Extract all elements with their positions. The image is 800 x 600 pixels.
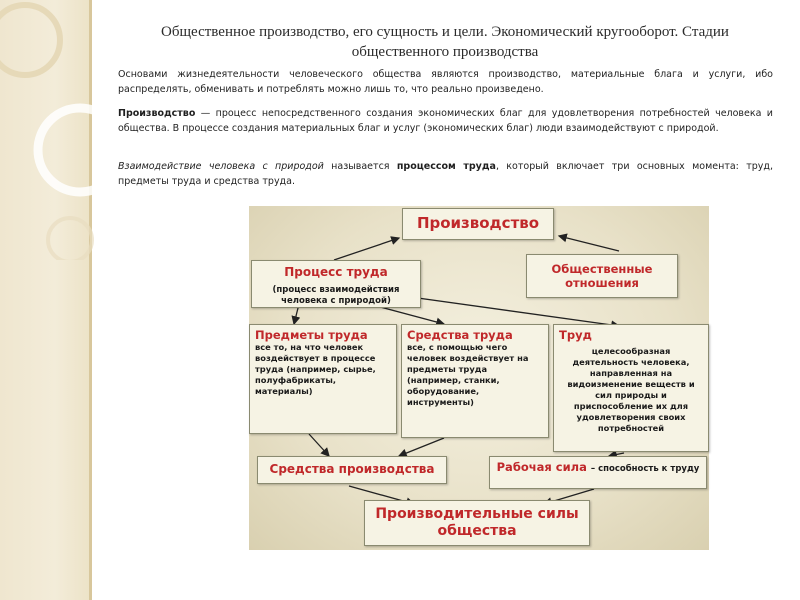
production-term: Производство — [118, 108, 196, 119]
production-label: Производство — [416, 214, 540, 232]
means-title: Средства труда — [407, 328, 513, 342]
interaction-mid: называется — [323, 161, 397, 172]
labor-process-sub: (процесс взаимодействия человека с природой) — [272, 285, 400, 306]
means-of-labor-box — [401, 324, 549, 438]
interaction-lead: Взаимодействие человека с природой — [118, 161, 324, 172]
productive-forces-box — [364, 500, 590, 546]
intro-paragraph: Основами жизнедеятельности человеческого общества являются производство, материальные блага и услуги, ибо распределять, обменивать и потреблять можно лишь то, что реально произведено. — [118, 69, 773, 95]
labor-process-paragraph — [118, 160, 773, 189]
means-of-production-label: Средства производства — [269, 462, 435, 476]
labor-process-term: процессом труда — [396, 161, 496, 172]
labor-process-box — [251, 260, 421, 308]
objects-title: Предметы труда — [255, 328, 368, 342]
labor-box — [553, 324, 709, 452]
labor-body: целесообразная деятельность человека, направленная на видоизменение веществ и сил природы и приспособление их для удовлетворения своих потребностей — [567, 346, 695, 433]
production-text: — процесс непосредственного создания экономических благ для удовлетворения потребностей человека и общества. В процессе создания материальных благ и услуг (экономических благ) люди взаимодействуют с природой. — [118, 108, 773, 134]
page-title: Общественное производство, его сущность и цели. Экономический кругооборот. Стадии общественного производства — [161, 24, 729, 60]
labor-force-box — [489, 456, 707, 489]
labor-force-title: Рабочая сила — [496, 460, 587, 474]
labor-title: Труд — [559, 328, 592, 342]
production-box — [402, 208, 554, 240]
social-relations-label: Общественные отношения — [551, 262, 653, 290]
labor-process-title: Процесс труда — [284, 265, 388, 279]
objects-body: все то, на что человек воздействует в процессе труда (например, сырье, полуфабрикаты, материалы) — [255, 342, 376, 396]
social-relations-box — [526, 254, 678, 298]
production-diagram — [249, 206, 709, 550]
means-body: все, с помощью чего человек воздействует на предметы труда (например, станки, оборудование, инструменты) — [407, 342, 529, 407]
objects-of-labor-box — [249, 324, 397, 434]
productive-forces-label: Производительные силы общества — [375, 506, 579, 539]
interaction-tail: , который включает три основных момента: труд, предметы труда и средства труда. — [118, 161, 773, 187]
means-of-production-box — [257, 456, 447, 484]
decorative-rings-icon — [0, 0, 100, 260]
labor-force-sub: – способность к труду — [590, 464, 700, 474]
production-definition — [118, 107, 773, 136]
